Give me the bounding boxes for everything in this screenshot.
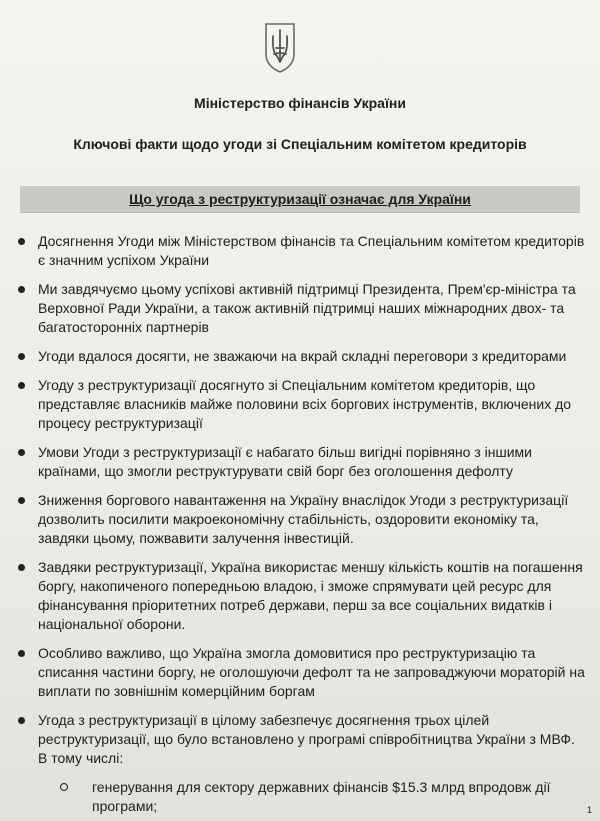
list-item-text: Зниження боргового навантаження на Україну внаслідок Угоди з реструктуризації дозволить посилити макроекономічну стабільність, оздоровити економіку та, завдяки цьому, пожвавити залучення інвестицій. bbox=[38, 492, 569, 546]
list-item bbox=[18, 280, 588, 337]
sub-list-item-text: генерування для сектору державних фінансів $15.3 млрд впродовж дії програми; bbox=[92, 779, 551, 814]
sub-list-item bbox=[38, 778, 588, 816]
section-header bbox=[20, 186, 580, 212]
list-item-text: Досягнення Угоди між Міністерством фінансів та Спеціальним комітетом кредиторів є значним успіхом України bbox=[38, 233, 585, 268]
page-number: 1 bbox=[586, 805, 592, 815]
bullet-icon bbox=[18, 449, 25, 456]
bullet-icon bbox=[18, 497, 25, 504]
list-item bbox=[18, 347, 588, 366]
bullet-icon bbox=[18, 353, 25, 360]
list-item bbox=[18, 558, 588, 634]
bullet-icon bbox=[18, 238, 25, 245]
list-item-text: Умови Угоди з реструктуризації є набагато більш вигідні порівняно з іншими країнами, що змогли реструктурувати свій борг без оголошення дефолту bbox=[38, 444, 532, 479]
list-item-text: Особливо важливо, що Україна змогла домовитися про реструктуризацію та списання частини боргу, не оголошуючи дефолт та не запроваджуючи мораторій на виплати по зовнішнім комерційним боргам bbox=[38, 645, 585, 699]
list-item-text: Угоду з реструктуризації досягнуто зі Спеціальним комітетом кредиторів, що представляє власників майже половини всіх боргових інструментів, включених до процесу реструктуризації bbox=[38, 377, 572, 431]
list-item bbox=[18, 443, 588, 481]
bullet-icon bbox=[18, 564, 25, 571]
ministry-title: Міністерство фінансів України bbox=[194, 95, 406, 111]
list-item bbox=[18, 376, 588, 433]
trident-coat-of-arms-icon bbox=[263, 22, 297, 74]
list-item-text: Ми завдячуємо цьому успіхові активній підтримці Президента, Прем'єр-міністра та Верховної Ради України, а також активній підтримці наших міжнародних двох- та багатосторонніх партнерів bbox=[38, 281, 576, 335]
document-subtitle: Ключові факти щодо угоди зі Спеціальним комітетом кредиторів bbox=[73, 136, 527, 152]
section-title: Що угода з реструктуризації означає для України bbox=[129, 191, 471, 207]
bullet-icon bbox=[18, 650, 25, 657]
list-item bbox=[18, 491, 588, 548]
key-facts-list bbox=[18, 232, 588, 821]
hollow-bullet-icon bbox=[60, 783, 68, 791]
bullet-icon bbox=[18, 382, 25, 389]
bullet-icon bbox=[18, 717, 25, 724]
list-item bbox=[18, 711, 588, 816]
list-item-text: Завдяки реструктуризації, Україна використає меншу кількість коштів на погашення боргу, накопиченого попередньою владою, і зможе спрямувати цей ресурс для фінансування пріоритетних потреб держави, перш за все соціальних видатків і національної оборони. bbox=[38, 559, 583, 632]
list-item-text: Угода з реструктуризації в цілому забезпечує досягнення трьох цілей реструктуризації, що було встановлено у програмі співробітництва України з МВФ. В тому числі: bbox=[38, 712, 575, 766]
list-item-text: Угоди вдалося досягти, не зважаючи на вкрай складні переговори з кредиторами bbox=[38, 348, 567, 364]
bullet-icon bbox=[18, 286, 25, 293]
list-item bbox=[18, 644, 588, 701]
list-item bbox=[18, 232, 588, 270]
